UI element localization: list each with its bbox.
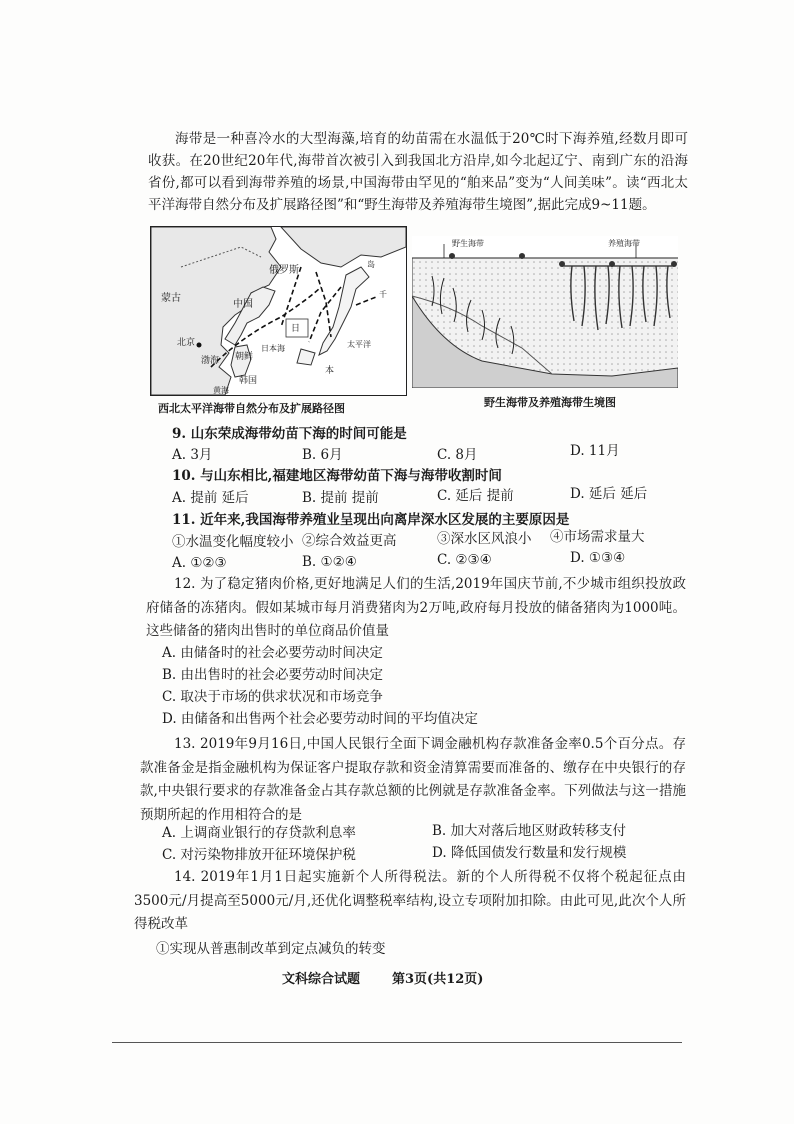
label-south-korea: 韩国 bbox=[239, 376, 258, 386]
q11-item-3: ③深水区风浪小 bbox=[437, 531, 532, 547]
map-graphic bbox=[151, 227, 406, 395]
label-russia: 俄罗斯 bbox=[269, 265, 299, 276]
q11-option-b: B. ①②④ bbox=[302, 554, 357, 570]
q11-option-d: D. ①③④ bbox=[570, 550, 626, 566]
label-farmed-kelp: 养殖海带 bbox=[608, 239, 640, 248]
q9-option-c: C. 8月 bbox=[437, 447, 478, 463]
footer-subject: 文科综合试题 bbox=[282, 972, 361, 987]
q9-option-b: B. 6月 bbox=[302, 447, 343, 463]
q12-option-b: B. 由出售时的社会必要劳动时间决定 bbox=[162, 667, 384, 683]
q11-item-2: ②综合效益更高 bbox=[302, 533, 397, 549]
q10-stem: 10. 与山东相比,福建地区海带幼苗下海与海带收割时间 bbox=[172, 468, 502, 484]
q12-option-c: C. 取决于市场的供求状况和市场竞争 bbox=[162, 689, 383, 705]
q11-option-c: C. ②③④ bbox=[437, 552, 492, 568]
label-china: 中国 bbox=[233, 299, 253, 310]
q12-option-a: A. 由储备时的社会必要劳动时间决定 bbox=[162, 645, 383, 661]
label-wild-kelp: 野生海带 bbox=[452, 239, 484, 248]
q14-stem: 14. 2019年1月1日起实施新个人所得税法。新的个人所得税不仅将个税起征点由3500元/月提高至5000元/月,还优化调整税率结构,设立专项附加扣除。由此可见,此次个人所得税改革 bbox=[134, 869, 686, 932]
q13-stem: 13. 2019年9月16日,中国人民银行全面下调金融机构存款准备金率0.5个百分点。存款准备金是指金融机构为保证客户提取存款和资金清算需要而准备的、缴存在中央银行的存款,中央银行要求的存款准备金占其存款总额的比例就是存款准备金率。下列做法与这一措施预期所起的作用相符合的是 bbox=[140, 736, 686, 823]
q10-option-c: C. 延后 提前 bbox=[437, 488, 514, 504]
q9-option-a: A. 3月 bbox=[172, 447, 213, 463]
label-mongolia: 蒙古 bbox=[161, 293, 181, 304]
label-pacific: 太平洋 bbox=[347, 340, 371, 349]
habitat-graphic bbox=[412, 236, 678, 388]
q12-option-d: D. 由储备和出售两个社会必要劳动时间的平均值决定 bbox=[162, 711, 478, 727]
q11-option-a: A. ①②③ bbox=[172, 555, 227, 571]
label-ri: 日 bbox=[291, 324, 301, 334]
q10-option-b: B. 提前 提前 bbox=[302, 490, 379, 506]
q13-option-b: B. 加大对落后地区财政转移支付 bbox=[432, 823, 627, 839]
label-beijing: 北京 bbox=[177, 338, 196, 348]
habitat-caption: 野生海带及养殖海带生境图 bbox=[484, 396, 616, 409]
label-yellow-sea: 黄海 bbox=[213, 386, 229, 395]
q14-item-1: ①实现从普惠制改革到定点减负的转变 bbox=[156, 941, 386, 957]
label-island: 岛 bbox=[367, 260, 375, 269]
habitat-diagram bbox=[412, 236, 678, 388]
q11-item-4: ④市场需求量大 bbox=[550, 529, 645, 545]
q10-option-d: D. 延后 延后 bbox=[570, 486, 648, 502]
label-qian: 千 bbox=[379, 290, 387, 299]
label-north-korea: 朝鲜 bbox=[235, 352, 254, 362]
q12-stem: 12. 为了稳定猪肉价格,更好地满足人们的生活,2019年国庆节前,不少城市组织投放政府储备的冻猪肉。假如某城市每月消费猪肉为2万吨,政府每月投放的储备猪肉为1000吨。这些储备的猪肉出售时的单位商品价值量 bbox=[146, 576, 686, 639]
q11-item-1: ①水温变化幅度较小 bbox=[172, 534, 294, 550]
q13-option-c: C. 对污染物排放开征环境保护税 bbox=[162, 847, 356, 863]
footer-page-number: 第3页(共12页) bbox=[392, 972, 484, 987]
q10-option-a: A. 提前 延后 bbox=[172, 490, 249, 506]
q9-option-d: D. 11月 bbox=[570, 443, 620, 459]
map-caption: 西北太平洋海带自然分布及扩展路径图 bbox=[158, 402, 345, 415]
q9-stem: 9. 山东荣成海带幼苗下海的时间可能是 bbox=[172, 426, 407, 442]
label-bohai: 渤海 bbox=[201, 356, 220, 366]
label-ben: 本 bbox=[325, 366, 335, 376]
label-sea-of-japan: 日本海 bbox=[261, 344, 285, 353]
bottom-rule bbox=[112, 1042, 682, 1043]
q13-option-d: D. 降低国债发行数量和发行规模 bbox=[432, 845, 627, 861]
distribution-map bbox=[150, 226, 407, 396]
q13-option-a: A. 上调商业银行的存贷款利息率 bbox=[162, 825, 356, 841]
q11-stem: 11. 近年来,我国海带养殖业呈现出向离岸深水区发展的主要原因是 bbox=[172, 512, 570, 528]
intro-paragraph: 海带是一种喜冷水的大型海藻,培育的幼苗需在水温低于20℃时下海养殖,经数月即可收获。在20世纪20年代,海带首次被引入到我国北方沿岸,如今北起辽宁、南到广东的沿海省份,都可以看到海带养殖的场景,中国海带由罕见的“舶来品”变为“人间美味”。读“西北太平洋海带自然分布及扩展路径图”和“野生海带及养殖海带生境图”,据此完成9~11题。 bbox=[148, 131, 688, 213]
